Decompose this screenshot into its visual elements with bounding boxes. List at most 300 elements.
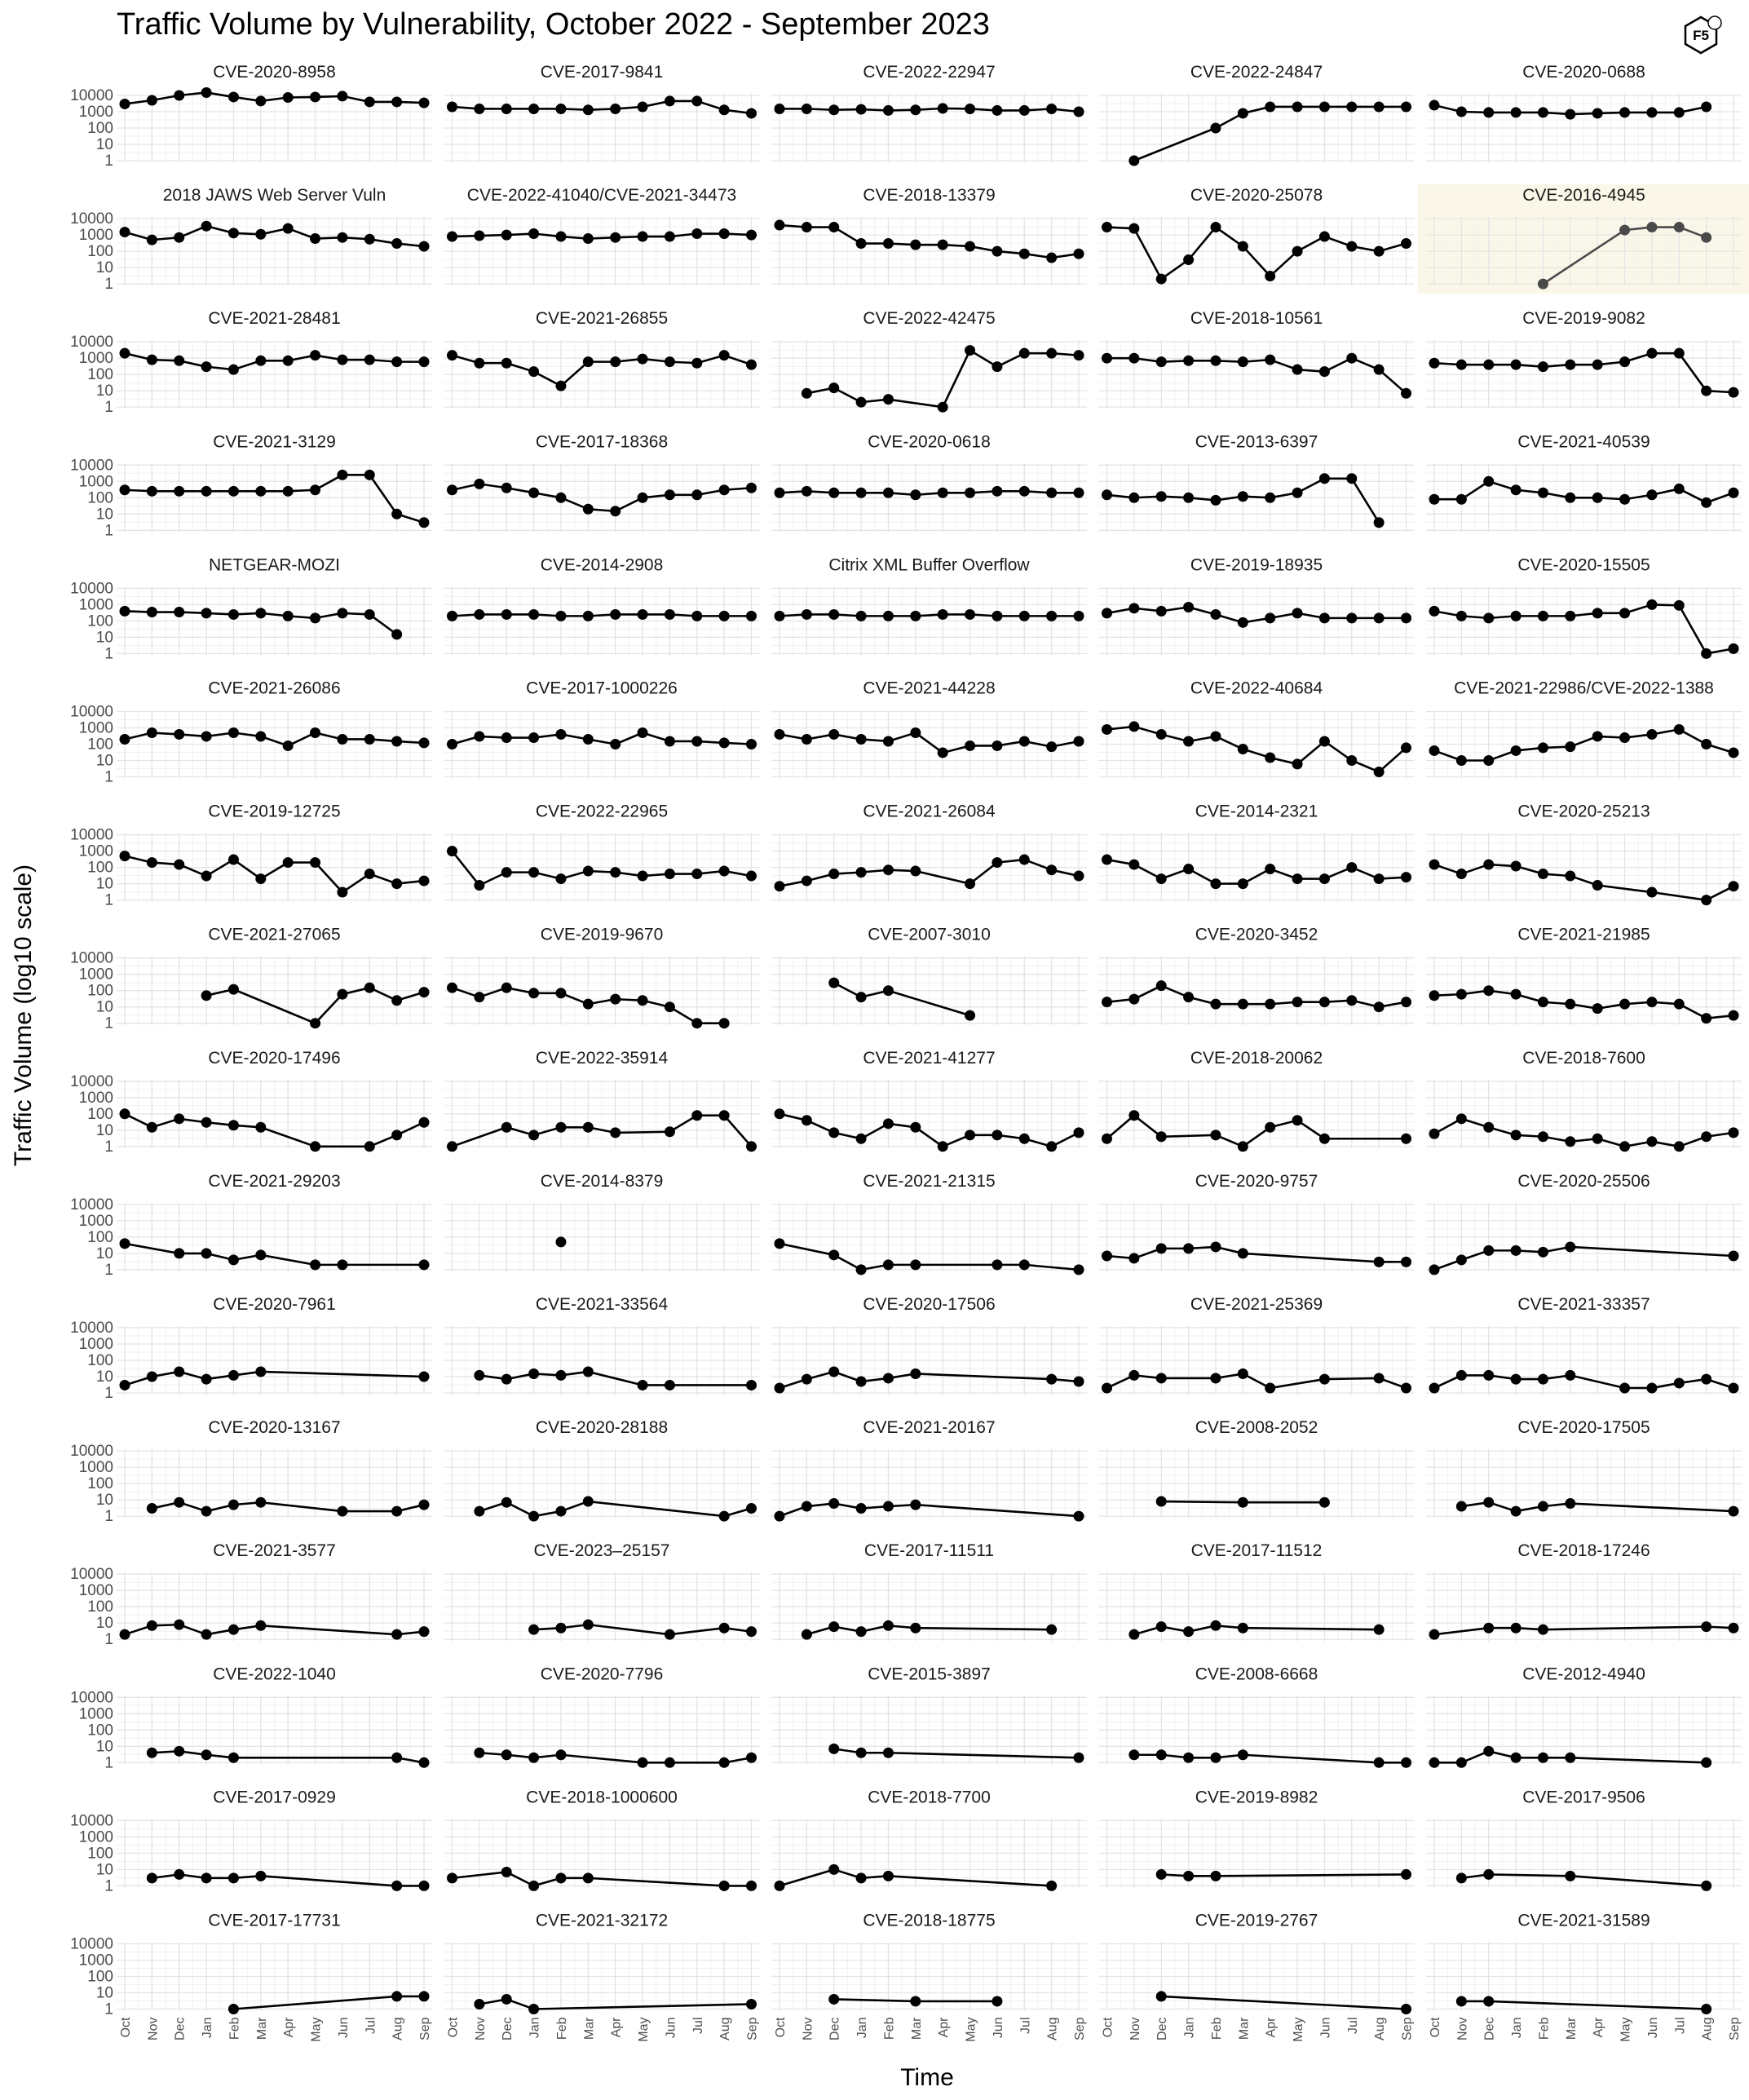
y-tick-label: 1 <box>104 891 113 909</box>
y-tick-label: 1 <box>104 153 113 170</box>
data-point <box>1374 101 1385 112</box>
data-point <box>528 104 539 114</box>
data-point <box>1128 1110 1139 1121</box>
data-point <box>1511 1130 1522 1140</box>
data-point <box>1102 489 1112 500</box>
y-tick-label: 1000 <box>78 1336 113 1353</box>
panel-title: CVE-2021-26086 <box>208 679 341 698</box>
data-point <box>1374 365 1385 375</box>
data-point <box>1538 1374 1548 1385</box>
y-tick-label: 1 <box>104 522 113 540</box>
x-tick-label: Oct <box>1429 2017 1442 2038</box>
data-point <box>828 1249 839 1260</box>
data-point <box>719 1018 730 1028</box>
panel-title: CVE-2022-40684 <box>1190 679 1323 698</box>
data-point <box>665 869 675 879</box>
data-point <box>1701 895 1711 905</box>
data-point <box>501 1749 512 1760</box>
panel-title: CVE-2021-22986/CVE-2022-1388 <box>1454 679 1714 698</box>
data-point <box>583 233 594 244</box>
y-tick-label: 10 <box>95 1738 113 1756</box>
panel-title: CVE-2014-2908 <box>540 555 664 575</box>
data-point <box>775 104 785 114</box>
data-point <box>1374 1001 1385 1012</box>
data-point <box>447 101 457 112</box>
data-point <box>1729 747 1739 758</box>
data-point <box>1238 108 1248 118</box>
data-point <box>474 358 484 369</box>
data-point <box>1646 599 1657 610</box>
y-tick-label: 1 <box>104 1385 113 1402</box>
data-point <box>1238 1623 1248 1634</box>
data-point <box>1183 1243 1194 1253</box>
data-point <box>474 880 484 891</box>
data-point <box>1511 861 1522 872</box>
data-point <box>120 1380 130 1390</box>
data-point <box>1265 355 1275 365</box>
data-point <box>1674 107 1685 117</box>
data-point <box>120 1629 130 1640</box>
chart-title: Traffic Volume by Vulnerability, October 2022 - September 2023 <box>117 7 990 42</box>
data-point <box>419 987 430 997</box>
data-point <box>147 1372 157 1382</box>
data-point <box>364 734 375 745</box>
y-tick-label: 1 <box>104 399 113 417</box>
panel-title: CVE-2020-15505 <box>1517 555 1650 575</box>
data-point <box>856 734 867 745</box>
data-point <box>447 611 457 621</box>
data-point <box>201 1374 212 1385</box>
data-point <box>255 486 266 497</box>
data-point <box>583 104 594 115</box>
data-point <box>174 1366 184 1377</box>
data-point <box>1046 611 1057 621</box>
y-tick-label: 10 <box>95 1245 113 1262</box>
data-point <box>610 994 621 1005</box>
data-point <box>1401 388 1411 399</box>
data-point <box>1401 1869 1411 1880</box>
data-point <box>474 1370 484 1381</box>
data-point <box>120 851 130 861</box>
data-point <box>447 1872 457 1883</box>
y-tick-label: 10 <box>95 998 113 1016</box>
data-point <box>555 381 566 391</box>
data-point <box>1401 1757 1411 1768</box>
data-point <box>910 240 921 250</box>
data-point <box>1156 729 1167 740</box>
panel-title: CVE-2020-17505 <box>1517 1418 1650 1438</box>
data-point <box>1319 1497 1330 1508</box>
data-point <box>775 881 785 891</box>
data-point <box>883 864 894 875</box>
data-point <box>1183 493 1194 503</box>
data-point <box>1183 602 1194 612</box>
data-point <box>1346 353 1357 364</box>
data-point <box>583 356 594 367</box>
data-point <box>1319 736 1330 746</box>
data-point <box>1619 999 1630 1010</box>
data-point <box>746 1380 757 1390</box>
data-point <box>1346 755 1357 766</box>
x-tick-label: May <box>309 2017 324 2042</box>
y-tick-label: 100 <box>87 736 113 754</box>
data-point <box>555 1506 566 1517</box>
panel-title: CVE-2018-18775 <box>863 1911 996 1930</box>
data-point <box>802 609 812 620</box>
data-point <box>310 350 320 360</box>
y-tick-label: 1000 <box>78 1828 113 1846</box>
data-point <box>665 1001 675 1012</box>
panel-title: CVE-2017-9506 <box>1522 1788 1645 1807</box>
data-point <box>638 609 648 620</box>
data-point <box>228 1120 239 1130</box>
panel-title: 2018 JAWS Web Server Vuln <box>162 186 386 206</box>
data-point <box>1511 989 1522 1000</box>
data-point <box>1046 1881 1057 1891</box>
data-point <box>665 609 675 620</box>
data-point <box>474 231 484 241</box>
data-point <box>201 1117 212 1128</box>
x-tick-label: Nov <box>801 2017 815 2040</box>
panel-title: CVE-2021-32172 <box>535 1911 669 1930</box>
y-tick-label: 1000 <box>78 1705 113 1723</box>
data-point <box>1729 488 1739 498</box>
data-point <box>719 1757 730 1768</box>
panel-title: CVE-2019-9670 <box>540 925 664 944</box>
panel <box>771 1049 1087 1152</box>
data-point <box>310 1018 320 1028</box>
data-point <box>228 984 239 995</box>
data-point <box>1292 365 1303 375</box>
x-tick-label: Jan <box>201 2017 215 2039</box>
data-point <box>501 1122 512 1133</box>
y-tick-label: 10 <box>95 1615 113 1633</box>
data-point <box>337 734 347 745</box>
data-point <box>1019 1134 1030 1144</box>
panel-title: CVE-2021-20167 <box>863 1418 996 1438</box>
data-point <box>228 1753 239 1763</box>
data-point <box>883 1748 894 1758</box>
panel-title: CVE-2020-7961 <box>213 1295 336 1314</box>
y-tick-label: 1 <box>104 1261 113 1279</box>
data-point <box>283 611 294 621</box>
data-point <box>1374 612 1385 623</box>
data-point <box>883 1620 894 1631</box>
x-tick-label: Jul <box>691 2017 705 2034</box>
y-tick-label: 1000 <box>78 473 113 491</box>
data-point <box>1701 497 1711 508</box>
data-point <box>610 506 621 516</box>
data-point <box>938 1141 948 1152</box>
data-point <box>1102 608 1112 618</box>
data-point <box>1019 855 1030 865</box>
panel-title: NETGEAR-MOZI <box>209 555 340 575</box>
data-point <box>583 504 594 515</box>
data-point <box>364 470 375 480</box>
data-point <box>910 1500 921 1510</box>
data-point <box>1483 1245 1494 1256</box>
data-point <box>528 609 539 620</box>
data-point <box>1374 1257 1385 1267</box>
data-point <box>1319 873 1330 884</box>
data-point <box>337 470 347 480</box>
data-point <box>665 1629 675 1640</box>
data-point <box>120 99 130 109</box>
panel <box>70 309 432 416</box>
data-point <box>1128 156 1139 166</box>
panel <box>444 1665 760 1768</box>
panel <box>1426 679 1742 779</box>
y-tick-label: 100 <box>87 1598 113 1616</box>
data-point <box>802 104 812 114</box>
panel-title: CVE-2020-25506 <box>1517 1171 1650 1191</box>
panel-title: CVE-2020-17506 <box>863 1295 996 1314</box>
data-point <box>1074 249 1084 259</box>
data-point <box>691 489 702 500</box>
data-point <box>1592 360 1603 370</box>
data-point <box>638 354 648 365</box>
panel-title: CVE-2017-9841 <box>540 63 664 82</box>
data-point <box>1374 1757 1385 1768</box>
data-point <box>992 1130 1002 1140</box>
data-point <box>555 232 566 242</box>
data-point <box>1729 1623 1739 1634</box>
data-point <box>255 873 266 884</box>
data-point <box>1729 1382 1739 1393</box>
data-point <box>1374 767 1385 777</box>
data-point <box>337 1506 347 1517</box>
x-tick-label: Sep <box>745 2017 760 2040</box>
data-point <box>1346 862 1357 873</box>
data-point <box>1156 1621 1167 1632</box>
data-point <box>1102 1134 1112 1144</box>
x-tick-label: May <box>1619 2017 1633 2042</box>
data-point <box>1701 1757 1711 1768</box>
y-tick-label: 10 <box>95 1861 113 1879</box>
panel <box>70 1788 432 1894</box>
data-point <box>1429 1264 1440 1275</box>
data-point <box>965 488 975 498</box>
data-point <box>447 739 457 749</box>
data-point <box>610 739 621 749</box>
panel <box>70 1665 432 1771</box>
data-point <box>1456 1254 1467 1265</box>
data-point <box>746 1753 757 1763</box>
data-point <box>474 1506 484 1517</box>
data-point <box>283 92 294 103</box>
data-point <box>1456 360 1467 370</box>
data-point <box>965 241 975 252</box>
data-point <box>1401 238 1411 249</box>
data-point <box>555 1370 566 1381</box>
data-point <box>1401 1382 1411 1393</box>
data-point <box>201 361 212 372</box>
data-point <box>310 1259 320 1270</box>
data-point <box>201 1248 212 1258</box>
data-point <box>228 609 239 620</box>
data-point <box>856 488 867 498</box>
data-point <box>1456 989 1467 1000</box>
data-point <box>1074 1511 1084 1522</box>
data-point <box>1646 489 1657 500</box>
data-point <box>910 104 921 115</box>
data-point <box>120 348 130 359</box>
data-point <box>391 1130 402 1140</box>
panel-title: CVE-2021-40539 <box>1517 432 1650 452</box>
data-point <box>228 1500 239 1510</box>
data-point <box>1156 980 1167 991</box>
data-point <box>938 609 948 620</box>
panel-title: CVE-2008-6668 <box>1195 1665 1318 1684</box>
data-point <box>228 1254 239 1265</box>
data-point <box>255 356 266 366</box>
x-tick-label: Aug <box>1045 2017 1060 2040</box>
y-tick-label: 100 <box>87 1228 113 1246</box>
data-point <box>1429 606 1440 617</box>
data-point <box>528 867 539 878</box>
data-point <box>1701 1374 1711 1385</box>
data-point <box>1265 1382 1275 1393</box>
data-point <box>1538 1753 1548 1763</box>
data-point <box>1265 1122 1275 1133</box>
x-tick-label: Feb <box>1209 2017 1224 2040</box>
data-point <box>1374 1373 1385 1383</box>
data-point <box>201 871 212 882</box>
data-point <box>883 736 894 746</box>
data-point <box>1483 1996 1494 2006</box>
panel <box>1426 1788 1742 1891</box>
data-point <box>1210 123 1221 134</box>
y-tick-label: 1000 <box>78 966 113 984</box>
panel-title: CVE-2022-41040/CVE-2021-34473 <box>466 186 737 206</box>
panel-title: CVE-2021-29203 <box>208 1171 341 1191</box>
x-tick-label: Aug <box>391 2017 405 2040</box>
data-point <box>337 91 347 101</box>
panel-title: CVE-2022-1040 <box>213 1665 336 1684</box>
panel-title: CVE-2020-28188 <box>535 1418 669 1438</box>
y-tick-label: 10000 <box>70 1812 113 1830</box>
data-point <box>719 866 730 877</box>
data-point <box>583 1497 594 1507</box>
panel <box>1099 1912 1415 2042</box>
panel-title: CVE-2022-42475 <box>863 309 996 329</box>
data-point <box>501 1497 512 1508</box>
data-point <box>1429 745 1440 756</box>
data-point <box>1674 999 1685 1010</box>
data-point <box>201 608 212 618</box>
data-point <box>775 1382 785 1393</box>
panel <box>70 1295 432 1402</box>
data-point <box>474 609 484 620</box>
data-point <box>391 1506 402 1517</box>
data-point <box>555 988 566 998</box>
data-point <box>802 1629 812 1640</box>
panel-title: CVE-2021-27065 <box>208 925 341 944</box>
data-point <box>1238 1749 1248 1760</box>
data-point <box>1538 869 1548 879</box>
data-point <box>1511 1623 1522 1634</box>
data-point <box>1292 997 1303 1007</box>
data-point <box>1565 611 1575 621</box>
panel-title: CVE-2018-10561 <box>1190 309 1323 329</box>
y-tick-label: 1000 <box>78 227 113 245</box>
panel-title: CVE-2022-35914 <box>535 1048 669 1068</box>
panel <box>70 926 432 1032</box>
data-point <box>828 1127 839 1138</box>
data-point <box>1401 1134 1411 1144</box>
data-point <box>1538 1247 1548 1258</box>
data-point <box>610 867 621 878</box>
y-tick-label: 100 <box>87 1722 113 1740</box>
data-point <box>1701 232 1711 243</box>
panel <box>771 63 1087 162</box>
panel <box>1099 555 1415 655</box>
data-point <box>1511 107 1522 117</box>
panel <box>1099 1418 1415 1518</box>
data-point <box>228 1625 239 1635</box>
data-point <box>719 737 730 748</box>
data-point <box>1265 101 1275 112</box>
data-point <box>528 732 539 743</box>
data-point <box>1292 246 1303 257</box>
data-point <box>910 489 921 500</box>
data-point <box>610 1127 621 1138</box>
data-point <box>665 95 675 106</box>
data-point <box>120 484 130 495</box>
data-point <box>965 104 975 114</box>
panel <box>444 802 760 902</box>
data-point <box>283 741 294 751</box>
data-point <box>528 988 539 998</box>
data-point <box>1346 241 1357 252</box>
data-point <box>1074 1377 1084 1387</box>
data-point <box>992 741 1002 751</box>
y-tick-label: 10000 <box>70 1196 113 1214</box>
data-point <box>856 238 867 249</box>
data-point <box>1074 350 1084 360</box>
data-point <box>802 222 812 232</box>
data-point <box>201 990 212 1001</box>
data-point <box>1401 1257 1411 1267</box>
panel <box>771 802 1087 902</box>
panel-title: CVE-2020-3452 <box>1195 925 1318 944</box>
data-point <box>691 736 702 746</box>
data-point <box>1046 253 1057 263</box>
data-point <box>1565 1241 1575 1252</box>
data-point <box>1619 608 1630 618</box>
x-tick-label: Apr <box>937 2017 952 2038</box>
data-point <box>201 731 212 741</box>
data-point <box>802 1374 812 1385</box>
x-tick-label: Sep <box>418 2017 432 2040</box>
data-point <box>1592 1003 1603 1014</box>
x-tick-label: Jun <box>1318 2017 1333 2039</box>
y-tick-label: 1 <box>104 2001 113 2018</box>
panel <box>70 1049 432 1156</box>
x-tick-label: Mar <box>1237 2017 1252 2040</box>
panel <box>70 63 432 170</box>
data-point <box>583 734 594 745</box>
data-point <box>474 104 484 114</box>
data-point <box>1565 1753 1575 1763</box>
data-point <box>1592 880 1603 891</box>
data-point <box>583 866 594 877</box>
logo-text: F5 <box>1693 28 1709 43</box>
panel-title: Citrix XML Buffer Overflow <box>828 555 1030 575</box>
data-point <box>1456 1501 1467 1512</box>
data-point <box>1374 1625 1385 1635</box>
data-point <box>1210 1130 1221 1140</box>
